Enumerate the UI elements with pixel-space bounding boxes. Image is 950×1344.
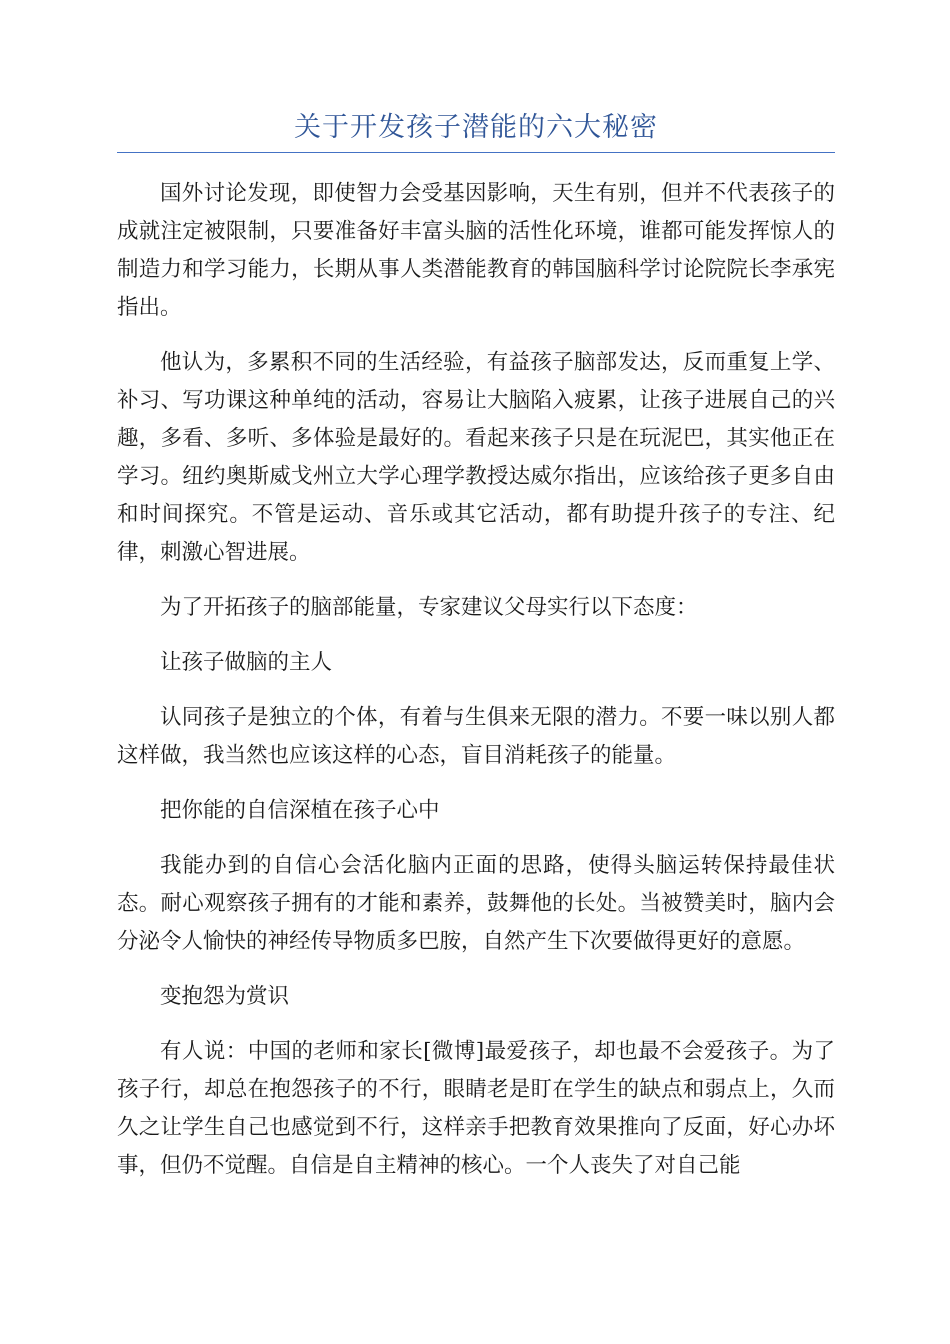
section-heading-appreciation: 变抱怨为赏识 [160,984,290,1009]
section-heading-confidence: 把你能的自信深植在孩子心中 [160,798,440,823]
paragraph-independent: 认同孩子是独立的个体，有着与生俱来无限的潜力。不要一味以别人都这样做，我当然也应该这样的心态，盲目消耗孩子的能量。 [117,705,835,768]
document-title: 关于开发孩子潜能的六大秘密 [294,112,658,143]
document-page [117,108,835,1202]
title-underline [117,152,835,153]
paragraph-advice-lead: 为了开拓孩子的脑部能量，专家建议父母实行以下态度： [160,595,698,620]
paragraph-confidence: 我能办到的自信心会活化脑内正面的思路，使得头脑运转保持最佳状态。耐心观察孩子拥有的才能和素养，鼓舞他的长处。当被赞美时，脑内会分泌令人愉快的神经传导物质多巴胺，自然产生下次要做得更好的意愿。 [117,853,835,954]
paragraph-experience: 他认为，多累积不同的生活经验，有益孩子脑部发达，反而重复上学、补习、写功课这种单纯的活动，容易让大脑陷入疲累，让孩子进展自己的兴趣，多看、多听、多体验是最好的。看起来孩子只是在玩泥巴，其实他正在学习。纽约奥斯威戈州立大学心理学教授达威尔指出，应该给孩子更多自由和时间探究。不管是运动、音乐或其它活动，都有助提升孩子的专注、纪律，刺激心智进展。 [117,350,835,565]
section-heading-brain-owner: 让孩子做脑的主人 [160,650,333,675]
paragraph-appreciation: 有人说：中国的老师和家长[微博]最爱孩子，却也最不会爱孩子。为了孩子行，却总在抱怨孩子的不行，眼睛老是盯在学生的缺点和弱点上，久而久之让学生自己也感觉到不行，这样亲手把教育效果推向了反面，好心办坏事，但仍不觉醒。自信是自主精神的核心。一个人丧失了对自己能 [117,1039,835,1178]
paragraph-intro: 国外讨论发现，即使智力会受基因影响，天生有别，但并不代表孩子的成就注定被限制，只要准备好丰富头脑的活性化环境，谁都可能发挥惊人的制造力和学习能力，长期从事人类潜能教育的韩国脑科学讨论院院长李承宪指出。 [117,181,835,320]
